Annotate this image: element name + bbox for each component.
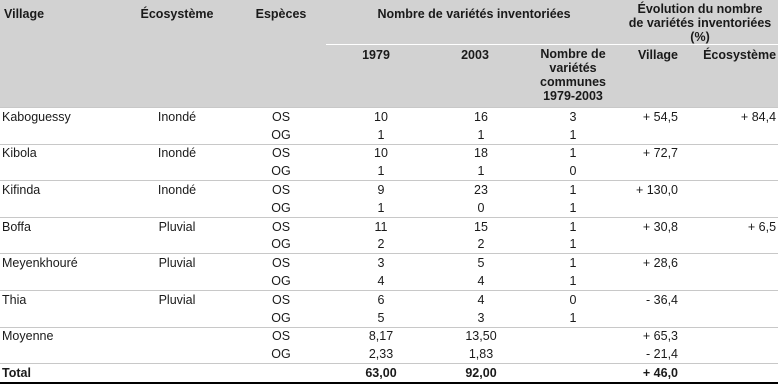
- header-evolution-line2: de variétés inventoriées (%): [628, 16, 772, 44]
- cell-communes: 1: [524, 217, 622, 235]
- cell-evo-village: - 36,4: [622, 290, 700, 308]
- cell-evo-village: + 54,5: [622, 108, 700, 126]
- cell-village: Kibola: [0, 144, 118, 162]
- total-2003: 92,00: [426, 364, 524, 384]
- table-row: [0, 108, 778, 126]
- header-evolution: [622, 0, 778, 45]
- cell-espece: OS: [236, 254, 326, 272]
- header-ecosysteme: Écosystème: [118, 0, 236, 108]
- cell-village: [0, 199, 118, 217]
- table-row: [0, 144, 778, 162]
- cell-2003: 13,50: [426, 327, 524, 345]
- cell-1979: 2: [377, 237, 385, 252]
- cell-ecosysteme: [118, 345, 236, 363]
- cell-espece: OG: [271, 237, 291, 252]
- cell-2003: 1: [477, 164, 485, 179]
- cell-village: Boffa: [0, 217, 118, 235]
- cell-2003: 1,83: [468, 347, 494, 362]
- header-2003: 2003: [426, 45, 524, 108]
- cell-evo-ecosysteme: [700, 144, 778, 162]
- cell-espece: OS: [236, 181, 326, 199]
- header-1979: 1979: [326, 45, 426, 108]
- cell-2003: 4: [477, 274, 485, 289]
- cell-ecosysteme: [118, 162, 236, 180]
- cell-espece: OG: [271, 200, 291, 215]
- table-row: [0, 126, 778, 144]
- cell-2003: 5: [426, 254, 524, 272]
- cell-espece: OG: [271, 310, 291, 325]
- cell-2003: 0: [477, 200, 485, 215]
- cell-ecosysteme: [118, 199, 236, 217]
- total-empty-evo-eco: [700, 364, 778, 384]
- cell-2003: 2: [477, 237, 485, 252]
- table-row: [0, 199, 778, 217]
- table-body: [0, 108, 778, 384]
- cell-evo-village: [622, 272, 700, 290]
- cell-2003: 15: [426, 217, 524, 235]
- cell-communes: 1: [524, 144, 622, 162]
- cell-communes: 0: [569, 164, 577, 179]
- cell-evo-ecosysteme: [700, 272, 778, 290]
- cell-ecosysteme: Pluvial: [118, 217, 236, 235]
- cell-evo-village: + 28,6: [622, 254, 700, 272]
- cell-village: Kaboguessy: [0, 108, 118, 126]
- cell-communes: 1: [524, 181, 622, 199]
- cell-espece: OS: [236, 144, 326, 162]
- cell-espece: OS: [236, 327, 326, 345]
- cell-ecosysteme: [118, 236, 236, 254]
- cell-1979: 2,33: [368, 347, 394, 362]
- cell-communes: 1: [569, 274, 577, 289]
- cell-evo-village: + 30,8: [622, 217, 700, 235]
- cell-ecosysteme: [118, 309, 236, 327]
- total-empty-communes: [524, 364, 622, 384]
- cell-evo-ecosysteme: [700, 236, 778, 254]
- cell-evo-village: + 65,3: [622, 327, 700, 345]
- cell-1979: 8,17: [326, 327, 426, 345]
- header-row-1: [0, 0, 778, 45]
- cell-1979: 6: [326, 290, 426, 308]
- cell-2003: 1: [477, 127, 485, 142]
- cell-espece: OS: [236, 108, 326, 126]
- cell-evo-village: + 72,7: [622, 144, 700, 162]
- cell-evo-village: [622, 199, 700, 217]
- cell-village: [0, 272, 118, 290]
- total-label: Total: [0, 364, 118, 384]
- table-row: [0, 272, 778, 290]
- cell-espece: OG: [271, 347, 291, 362]
- cell-village: [0, 345, 118, 363]
- cell-ecosysteme: Inondé: [118, 181, 236, 199]
- cell-village: Kifinda: [0, 181, 118, 199]
- cell-espece: OS: [236, 290, 326, 308]
- total-evo-village: + 46,0: [622, 364, 700, 384]
- cell-communes: 1: [524, 254, 622, 272]
- table-row: [0, 309, 778, 327]
- cell-evo-ecosysteme: [700, 309, 778, 327]
- cell-espece: OG: [271, 274, 291, 289]
- total-empty-eco: [118, 364, 236, 384]
- cell-village: Thia: [0, 290, 118, 308]
- header-nombre-varietes: Nombre de variétés inventoriées: [326, 0, 622, 45]
- cell-ecosysteme: Pluvial: [118, 290, 236, 308]
- cell-village: Moyenne: [0, 327, 118, 345]
- cell-1979: 1: [377, 200, 385, 215]
- cell-1979: 4: [377, 274, 385, 289]
- cell-evo-ecosysteme: [700, 199, 778, 217]
- cell-village: Meyenkhouré: [0, 254, 118, 272]
- cell-2003: 18: [426, 144, 524, 162]
- total-row: [0, 364, 778, 384]
- cell-communes: 1: [569, 237, 577, 252]
- cell-1979: 3: [326, 254, 426, 272]
- total-1979: 63,00: [326, 364, 426, 384]
- cell-evo-ecosysteme: [700, 254, 778, 272]
- cell-1979: 10: [326, 108, 426, 126]
- cell-evo-village: - 21,4: [646, 347, 679, 362]
- cell-ecosysteme: [118, 272, 236, 290]
- cell-evo-ecosysteme: + 6,5: [700, 217, 778, 235]
- table-row: [0, 290, 778, 308]
- cell-evo-ecosysteme: + 84,4: [700, 108, 778, 126]
- cell-1979: 9: [326, 181, 426, 199]
- cell-evo-ecosysteme: [700, 345, 778, 363]
- cell-village: [0, 309, 118, 327]
- header-especes: Espèces: [236, 0, 326, 108]
- header-communes: Nombre de variétés communes 1979-2003: [524, 45, 622, 108]
- cell-2003: 23: [426, 181, 524, 199]
- header-evolution-line1: Évolution du nombre: [637, 2, 763, 16]
- cell-evo-village: [622, 309, 700, 327]
- cell-evo-village: [622, 126, 700, 144]
- cell-ecosysteme: [118, 126, 236, 144]
- cell-communes: 1: [569, 310, 577, 325]
- cell-evo-village: [622, 162, 700, 180]
- table-row: [0, 327, 778, 345]
- cell-communes: 1: [569, 200, 577, 215]
- cell-evo-ecosysteme: [700, 327, 778, 345]
- cell-communes: [524, 327, 622, 345]
- cell-evo-ecosysteme: [700, 290, 778, 308]
- header-evo-ecosysteme: Écosystème: [700, 45, 778, 108]
- cell-2003: 3: [477, 310, 485, 325]
- cell-village: [0, 236, 118, 254]
- cell-1979: 5: [377, 310, 385, 325]
- header-village: Village: [0, 0, 118, 108]
- cell-evo-ecosysteme: [700, 162, 778, 180]
- cell-evo-ecosysteme: [700, 181, 778, 199]
- cell-espece: OG: [271, 127, 291, 142]
- table-row: [0, 345, 778, 363]
- cell-1979: 1: [377, 164, 385, 179]
- cell-communes: 0: [524, 290, 622, 308]
- cell-1979: 11: [326, 217, 426, 235]
- table-row: [0, 254, 778, 272]
- cell-1979: 1: [377, 127, 385, 142]
- table-row: [0, 217, 778, 235]
- cell-2003: 16: [426, 108, 524, 126]
- cell-evo-village: [622, 236, 700, 254]
- cell-village: [0, 162, 118, 180]
- table-row: [0, 236, 778, 254]
- total-empty-esp: [236, 364, 326, 384]
- cell-2003: 4: [426, 290, 524, 308]
- cell-village: [0, 126, 118, 144]
- cell-espece: OG: [271, 164, 291, 179]
- cell-ecosysteme: Pluvial: [118, 254, 236, 272]
- cell-evo-ecosysteme: [700, 126, 778, 144]
- cell-ecosysteme: Inondé: [118, 108, 236, 126]
- header-evo-village: Village: [622, 45, 700, 108]
- table-row: [0, 162, 778, 180]
- cell-1979: 10: [326, 144, 426, 162]
- cell-evo-village: + 130,0: [622, 181, 700, 199]
- cell-communes: 1: [569, 127, 577, 142]
- cell-communes: 3: [524, 108, 622, 126]
- cell-ecosysteme: Inondé: [118, 144, 236, 162]
- cell-communes: [524, 345, 622, 363]
- cell-ecosysteme: [118, 327, 236, 345]
- cell-espece: OS: [236, 217, 326, 235]
- table-row: [0, 181, 778, 199]
